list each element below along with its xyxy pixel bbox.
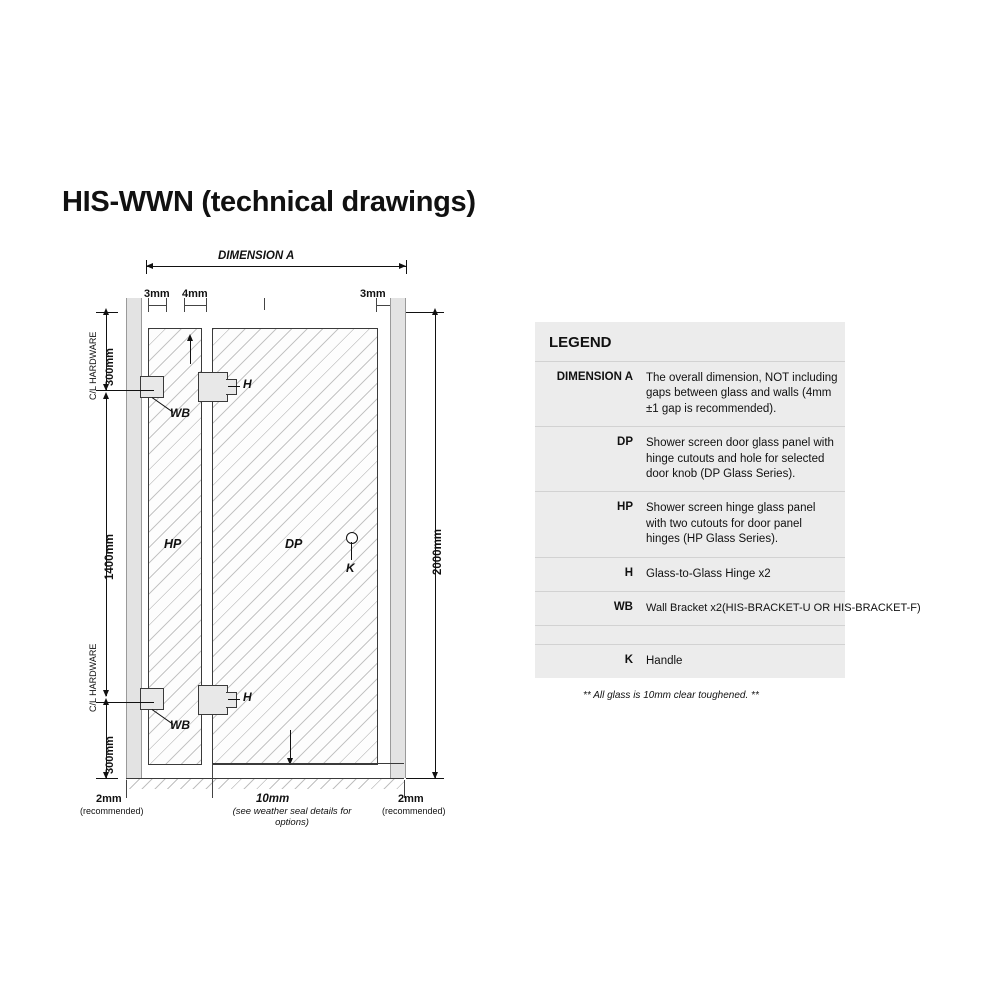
legend-row-dp [535,426,845,491]
door-panel-label: DP [285,537,303,551]
legend-row-h [535,557,845,591]
legend [535,322,921,713]
overall-tick-top [406,312,444,313]
bottom-tick-2 [212,764,213,798]
hinge-top-leader [228,386,240,387]
legend-row-dimension-a [535,361,845,426]
top-hardware-dim-label: 300mm [104,348,116,386]
gap-label-3: 3mm [360,288,386,300]
legend-row-k [535,644,845,678]
overall-dim-label: 2000mm [432,528,444,575]
gap-line-1 [148,305,166,306]
cl-hardware-bottom-label: C/L HARDWARE [88,643,98,712]
legend-value: The overall dimension, NOT including gaps between glass and walls (4mm ±1 gap is recommended). [646,372,838,415]
floor-hatch [126,778,404,789]
wall-bracket-top-label: WB [170,406,190,420]
hinge-bottom-tab [226,692,237,708]
bottom-tick-1 [126,780,127,798]
legend-value: Glass-to-Glass Hinge x2 [646,567,771,580]
legend-spacer [535,625,845,644]
cl-hardware-top-label: C/L HARDWARE [88,331,98,400]
cl-hardware-top-ext [96,390,154,391]
handle-leader [351,542,352,560]
gap-tick-e [376,298,377,312]
middle-arrow-down [103,690,109,697]
legend-row-wb [535,591,921,625]
hinge-top [198,372,228,402]
legend-key: K [624,653,633,666]
hinge-top-tab [226,379,237,395]
legend-heading: LEGEND [549,334,612,351]
bottom-center-note: (see weather seal details for options) [232,806,352,828]
legend-key: WB [613,601,633,614]
bottom-center-value: 10mm [256,793,290,805]
bottom-right-value: 2mm [398,793,424,805]
center-tick [264,298,265,310]
legend-value: Handle [646,654,683,667]
handle-knob [346,532,358,544]
dimension-a-tick-left [146,260,147,274]
dimension-a-line [146,266,406,267]
dimension-a-tick-right [406,260,407,274]
hinge-bottom-label: H [243,690,252,704]
handle-label: K [346,561,355,575]
floor-line [212,763,404,764]
middle-dim-label: 1400mm [104,533,116,580]
bottom-right-note: (recommended) [382,806,446,816]
page-title: HIS-WWN (technical drawings) [62,186,476,218]
dimension-a-label: DIMENSION A [218,250,295,262]
gap-label-2: 4mm [182,288,208,300]
technical-drawing [60,250,480,840]
legend-key: HP [617,501,633,514]
hinge-bottom-leader [228,699,240,700]
legend-key: H [624,566,633,579]
hp-extent-arrow-top [187,334,193,341]
gap-label-1: 3mm [144,288,170,300]
gap-line-2 [184,305,206,306]
hinge-panel-label: HP [164,537,182,551]
legend-value: Shower screen door glass panel with hinge cutouts and hole for selected door knob (DP Glass Series). [646,437,834,481]
top-hardware-tick-top [96,312,118,313]
wall-bracket-bottom-label: WB [170,718,190,732]
bottom-hardware-dim-label: 300mm [104,736,116,774]
gap-tick-b [166,298,167,312]
wall-bracket-top [140,376,164,398]
bottom-left-value: 2mm [96,793,122,805]
legend-value: Wall Bracket x2(HIS-BRACKET-U OR HIS-BRACKET-F) [646,602,921,615]
dp-extent-arrow-line-bottom [290,730,291,760]
bottom-hardware-tick-bottom [96,778,118,779]
legend-row-hp [535,491,845,556]
overall-tick-bottom [406,778,444,779]
gap-tick-c [184,298,185,312]
hinge-bottom [198,685,228,715]
hp-extent-arrow-line-top [190,338,191,364]
bottom-hardware-arrow-up [103,698,109,705]
hinge-top-label: H [243,377,252,391]
legend-key: DP [617,436,633,449]
gap-tick-a [148,298,149,312]
gap-tick-d [206,298,207,312]
bottom-left-note: (recommended) [80,806,144,816]
dimension-a-arrow-left [146,263,153,269]
wall-bracket-bottom [140,688,164,710]
dimension-a-arrow-right [399,263,406,269]
legend-key: DIMENSION A [556,371,633,383]
wall-right [390,298,406,778]
middle-arrow-up [103,392,109,399]
legend-note: ** All glass is 10mm clear toughened. ** [535,678,845,713]
legend-value: Shower screen hinge glass panel with two cutouts for door panel hinges (HP Glass Series). [646,502,816,546]
